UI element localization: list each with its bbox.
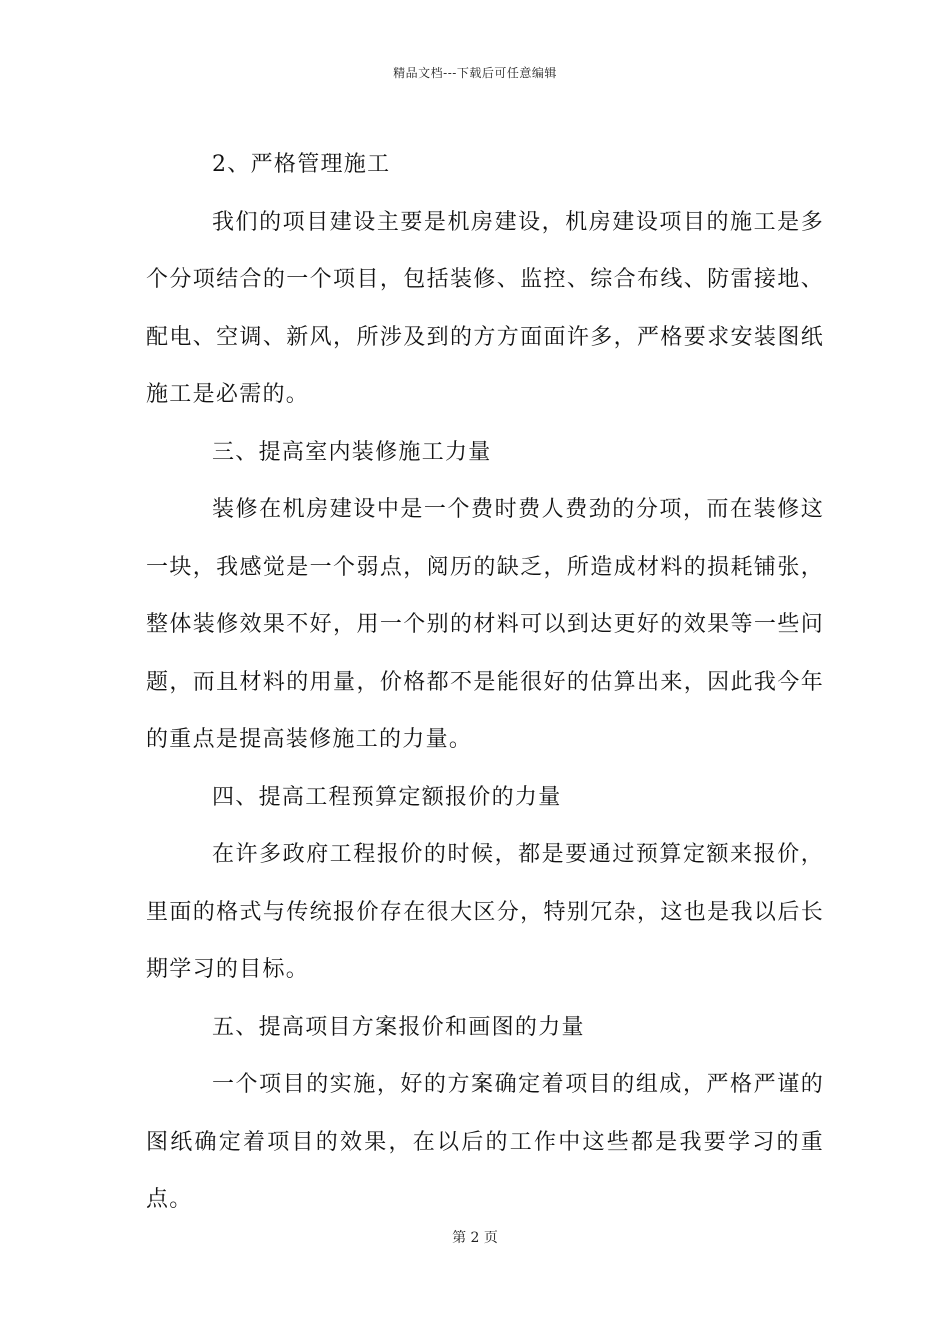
- section-heading-2: 2、严格管理施工: [212, 152, 391, 177]
- section-heading-5: 五、提高项目方案报价和画图的力量: [212, 1014, 585, 1040]
- section-paragraph-4: 在许多政府工程报价的时候，都是要通过预算定额来报价，里面的格式与传统报价存在很大区分，特别冗杂，这也是我以后长期学习的目标。: [146, 842, 824, 982]
- page-header: 精品文档---下载后可任意编辑: [393, 66, 557, 80]
- section-heading-3: 三、提高室内装修施工力量: [212, 439, 492, 465]
- document-body: [146, 136, 824, 1229]
- page-number: 第 2 页: [452, 1230, 498, 1246]
- section-paragraph-5: 一个项目的实施，好的方案确定着项目的组成，严格严谨的图纸确定着项目的效果，在以后的工作中这些都是我要学习的重点。: [146, 1072, 824, 1212]
- section-paragraph-2: 我们的项目建设主要是机房建设，机房建设项目的施工是多个分项结合的一个项目，包括装修、监控、综合布线、防雷接地、配电、空调、新风，所涉及到的方方面面许多，严格要求安装图纸施工是必需的。: [146, 209, 824, 407]
- section-paragraph-3: 装修在机房建设中是一个费时费人费劲的分项，而在装修这一块，我感觉是一个弱点，阅历的缺乏，所造成材料的损耗铺张，整体装修效果不好，用一个别的材料可以到达更好的效果等一些问题，而且材料的用量，价格都不是能很好的估算出来，因此我今年的重点是提高装修施工的力量。: [146, 497, 824, 752]
- section-heading-4: 四、提高工程预算定额报价的力量: [212, 784, 562, 810]
